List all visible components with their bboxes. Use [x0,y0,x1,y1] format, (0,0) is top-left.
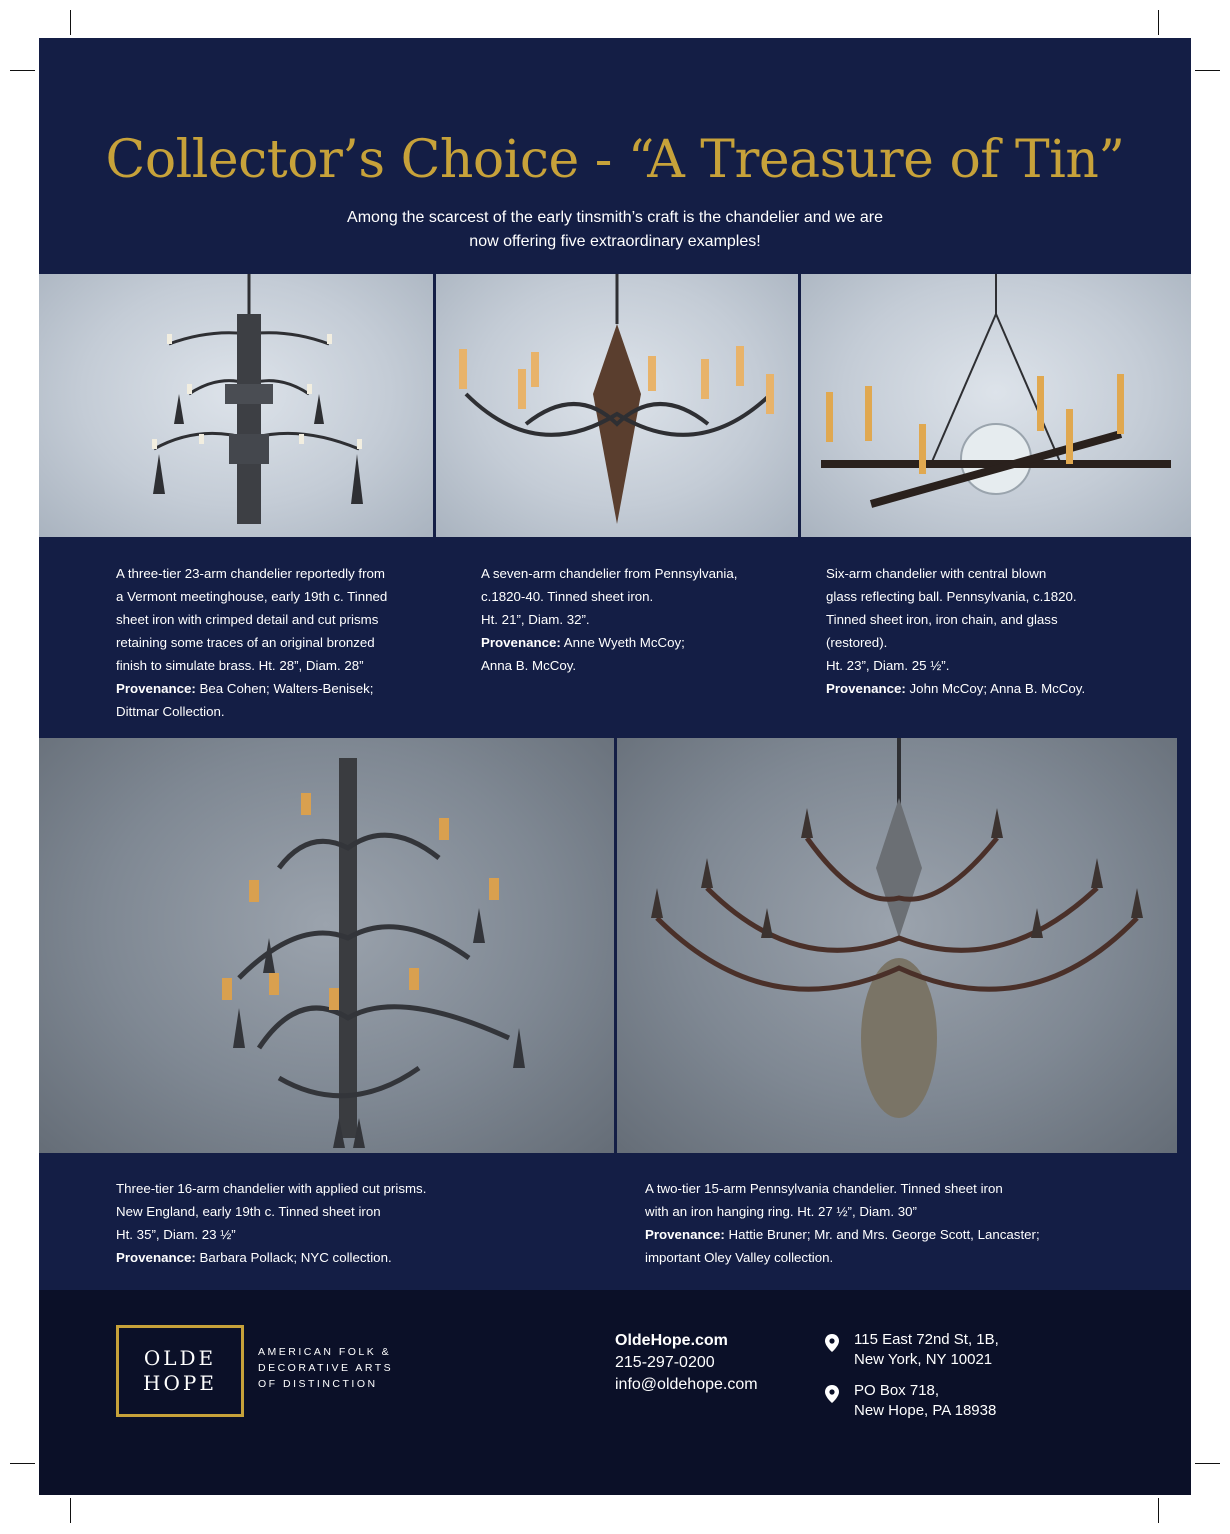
crop-mark [1195,1463,1220,1464]
tagline [258,1344,418,1392]
caption-line: Six-arm chandelier with central blown [826,566,1047,581]
caption-line: glass reflecting ball. Pennsylvania, c.1820. [826,589,1077,604]
caption-item-5 [645,1177,1115,1269]
footer [39,1290,1191,1495]
caption-line: Ht. 23”, Diam. 25 ½”. [826,658,950,673]
chandelier-illustration [617,738,1177,1153]
caption-line [116,677,436,700]
tagline-line: DECORATIVE ARTS [258,1362,394,1374]
subtitle-line: now offering five extraordinary examples! [469,233,761,250]
advertisement-page [39,38,1191,1495]
address-line: 115 East 72nd St, 1B, [854,1331,999,1348]
caption-line: Ht. 21”, Diam. 32”. [481,612,590,627]
map-pin-icon [825,1385,839,1403]
crop-mark [70,10,71,35]
caption-line: with an iron hanging ring. Ht. 27 ½”, Diam. 30” [645,1204,917,1219]
provenance-text: John McCoy; Anna B. McCoy. [905,681,1086,696]
caption-item-3 [826,562,1146,700]
provenance-text: Anne Wyeth McCoy; [560,635,685,650]
caption-line: A three-tier 23-arm chandelier reportedly from [116,566,386,581]
address-new-hope [854,1381,996,1421]
caption-line: New England, early 19th c. Tinned sheet iron [116,1204,381,1219]
caption-line: A two-tier 15-arm Pennsylvania chandelier. Tinned sheet iron [645,1181,1003,1196]
crop-mark [70,1498,71,1523]
chandelier-illustration [801,274,1191,537]
caption-line: retaining some traces of an original bronzed [116,635,375,650]
address-line: New York, NY 10021 [854,1351,993,1368]
contact-block [615,1330,758,1396]
provenance-label: Provenance: [116,1250,196,1265]
crop-mark [1195,70,1220,71]
caption-item-4 [116,1177,546,1269]
caption-line: Tinned sheet iron, iron chain, and glass [826,612,1058,627]
caption-line: (restored). [826,635,888,650]
subtitle-line: Among the scarcest of the early tinsmith’s craft is the chandelier and we are [347,209,883,226]
provenance-label: Provenance: [645,1227,725,1242]
caption-line: finish to simulate brass. Ht. 28”, Diam. 28” [116,658,364,673]
chandelier-photo-1 [39,274,433,537]
provenance-text: Hattie Bruner; Mr. and Mrs. George Scott, Lancaster; [724,1227,1040,1242]
address-line: PO Box 718, [854,1382,940,1399]
chandelier-photo-4 [39,738,614,1153]
chandelier-illustration [39,738,614,1153]
crop-mark [10,70,35,71]
chandelier-photo-5 [617,738,1177,1153]
provenance-label: Provenance: [116,681,196,696]
caption-line [826,677,1146,700]
caption-line [481,631,781,654]
caption-line [116,1246,546,1269]
tagline-line: AMERICAN FOLK & [258,1346,392,1358]
crop-mark [1158,10,1159,35]
chandelier-illustration [436,274,798,537]
caption-line: sheet iron with crimped detail and cut prisms [116,612,379,627]
page-title: Collector’s Choice - “A Treasure of Tin” [105,130,1125,190]
provenance-text: Bea Cohen; Walters-Benisek; [195,681,374,696]
provenance-text: Barbara Pollack; NYC collection. [195,1250,392,1265]
caption-line: Anna B. McCoy. [481,658,577,673]
chandelier-photo-3 [801,274,1191,537]
chandelier-illustration [39,274,433,537]
logo-line: OLDE [143,1346,217,1370]
caption-line: A seven-arm chandelier from Pennsylvania, [481,566,738,581]
caption-line: a Vermont meetinghouse, early 19th c. Tinned [116,589,388,604]
crop-mark [1158,1498,1159,1523]
address-new-york [854,1330,999,1370]
caption-item-2 [481,562,781,677]
crop-mark [10,1463,35,1464]
tagline-line: OF DISTINCTION [258,1378,378,1390]
olde-hope-logo[interactable] [116,1325,244,1417]
chandelier-photo-2 [436,274,798,537]
caption-line: important Oley Valley collection. [645,1250,834,1265]
page-subtitle [279,206,951,254]
caption-line: Three-tier 16-arm chandelier with applied cut prisms. [116,1181,427,1196]
caption-line [645,1223,1115,1246]
website-link[interactable]: OldeHope.com [615,1332,728,1349]
logo-line: HOPE [143,1371,217,1395]
provenance-label: Provenance: [826,681,906,696]
caption-line: Ht. 35”, Diam. 23 ½” [116,1227,236,1242]
phone-number[interactable]: 215-297-0200 [615,1354,715,1371]
address-line: New Hope, PA 18938 [854,1402,997,1419]
caption-line: Dittmar Collection. [116,704,225,719]
email-link[interactable]: info@oldehope.com [615,1376,758,1393]
caption-line: c.1820-40. Tinned sheet iron. [481,589,654,604]
map-pin-icon [825,1334,839,1352]
provenance-label: Provenance: [481,635,561,650]
caption-item-1 [116,562,436,723]
